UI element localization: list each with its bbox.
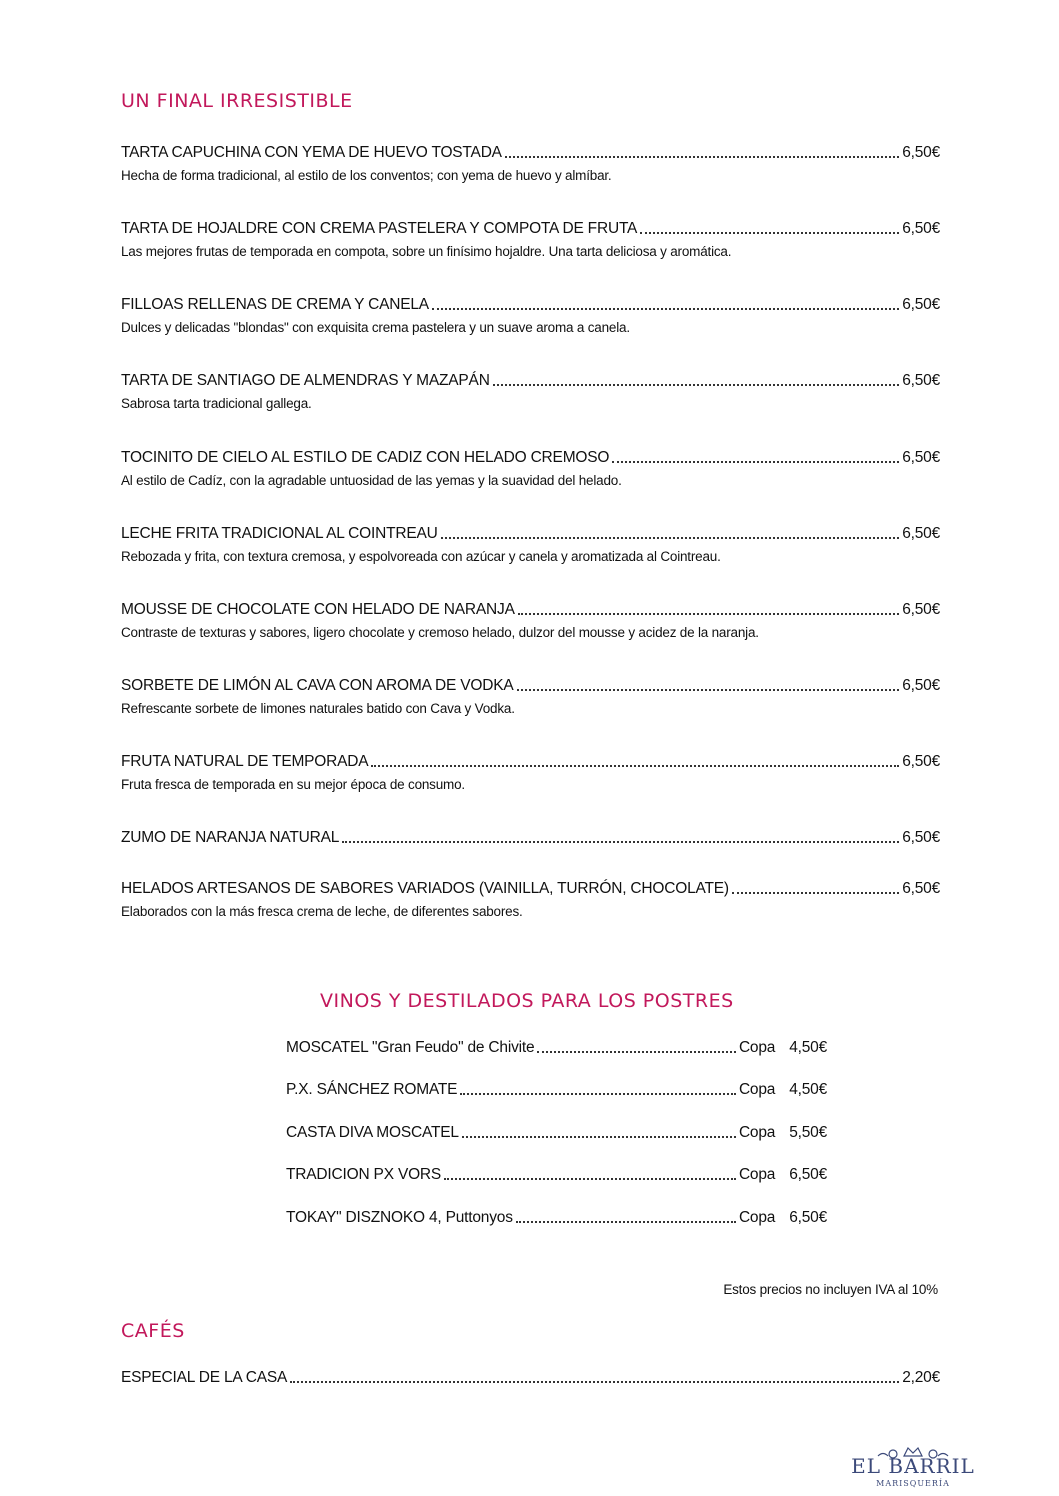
dessert-description: Contraste de texturas y sabores, ligero chocolate y cremoso helado, dulzor del mousse y acidez de la naranja. bbox=[121, 625, 759, 640]
leader-dots bbox=[517, 685, 900, 691]
leader-dots bbox=[493, 380, 900, 386]
wine-item bbox=[286, 1124, 827, 1142]
dessert-item bbox=[121, 753, 940, 793]
dessert-price: 6,50€ bbox=[902, 677, 940, 694]
leader-dots bbox=[732, 888, 899, 894]
leader-dots bbox=[441, 533, 900, 539]
dessert-item bbox=[121, 220, 940, 260]
leader-dots bbox=[371, 761, 899, 767]
dessert-description: Al estilo de Cadíz, con la agradable untuosidad de las yemas y la suavidad del helado. bbox=[121, 473, 622, 488]
wine-item bbox=[286, 1039, 827, 1057]
dessert-name: ZUMO DE NARANJA NATURAL bbox=[121, 829, 340, 846]
dessert-price: 6,50€ bbox=[902, 449, 940, 466]
leader-dots bbox=[537, 1047, 736, 1053]
dessert-description: Hecha de forma tradicional, al estilo de los conventos; con yema de huevo y almíbar. bbox=[121, 168, 612, 183]
dessert-item bbox=[121, 601, 940, 641]
dessert-price: 6,50€ bbox=[902, 372, 940, 389]
dessert-item bbox=[121, 829, 940, 847]
dessert-price: 6,50€ bbox=[902, 601, 940, 618]
wine-item bbox=[286, 1081, 827, 1099]
leader-dots bbox=[462, 1132, 736, 1138]
coffees-title: CAFÉS bbox=[121, 1320, 185, 1342]
wine-name: MOSCATEL "Gran Feudo" de Chivite bbox=[286, 1039, 535, 1056]
leader-dots bbox=[444, 1174, 736, 1180]
dessert-item bbox=[121, 144, 940, 184]
wine-unit: Copa bbox=[738, 1209, 776, 1226]
dessert-description: Dulces y delicadas "blondas" con exquisita crema pastelera y un suave aroma a canela. bbox=[121, 320, 630, 335]
coffee-name: ESPECIAL DE LA CASA bbox=[121, 1369, 288, 1386]
dessert-item bbox=[121, 449, 940, 489]
dessert-name: FILLOAS RELLENAS DE CREMA Y CANELA bbox=[121, 296, 429, 313]
restaurant-logo bbox=[838, 1444, 988, 1496]
wine-unit: Copa bbox=[738, 1081, 776, 1098]
logo-name: EL BARRIL bbox=[851, 1454, 975, 1478]
coffee-price: 2,20€ bbox=[902, 1369, 940, 1386]
dessert-price: 6,50€ bbox=[902, 880, 940, 897]
wine-price: 6,50€ bbox=[789, 1166, 827, 1183]
dessert-name: TARTA DE SANTIAGO DE ALMENDRAS Y MAZAPÁN bbox=[121, 372, 490, 389]
leader-dots bbox=[460, 1089, 736, 1095]
dessert-description: Fruta fresca de temporada en su mejor época de consumo. bbox=[121, 777, 465, 792]
wine-name: TOKAY" DISZNOKO 4, Puttonyos bbox=[286, 1209, 513, 1226]
dessert-price: 6,50€ bbox=[902, 829, 940, 846]
dessert-item bbox=[121, 880, 940, 920]
leader-dots bbox=[505, 152, 899, 158]
dessert-description: Elaborados con la más fresca crema de leche, de diferentes sabores. bbox=[121, 904, 523, 919]
dessert-price: 6,50€ bbox=[902, 753, 940, 770]
wine-unit: Copa bbox=[738, 1124, 776, 1141]
wines-title: VINOS Y DESTILADOS PARA LOS POSTRES bbox=[320, 990, 734, 1012]
dessert-name: TARTA CAPUCHINA CON YEMA DE HUEVO TOSTADA bbox=[121, 144, 502, 161]
wine-unit: Copa bbox=[738, 1039, 776, 1056]
dessert-name: TOCINITO DE CIELO AL ESTILO DE CADIZ CON HELADO CREMOSO bbox=[121, 449, 610, 466]
wine-price: 4,50€ bbox=[789, 1081, 827, 1098]
dessert-description: Sabrosa tarta tradicional gallega. bbox=[121, 396, 312, 411]
coffee-item bbox=[121, 1369, 940, 1387]
leader-dots bbox=[518, 609, 899, 615]
vat-note: Estos precios no incluyen IVA al 10% bbox=[723, 1282, 938, 1297]
dessert-name: FRUTA NATURAL DE TEMPORADA bbox=[121, 753, 369, 770]
leader-dots bbox=[290, 1377, 899, 1383]
wine-item bbox=[286, 1166, 827, 1184]
wine-name: TRADICION PX VORS bbox=[286, 1166, 442, 1183]
dessert-item bbox=[121, 372, 940, 412]
desserts-title: UN FINAL IRRESISTIBLE bbox=[121, 90, 353, 112]
wine-item bbox=[286, 1209, 827, 1227]
dessert-name: HELADOS ARTESANOS DE SABORES VARIADOS (VAINILLA, TURRÓN, CHOCOLATE) bbox=[121, 880, 729, 897]
dessert-description: Refrescante sorbete de limones naturales batido con Cava y Vodka. bbox=[121, 701, 515, 716]
leader-dots bbox=[640, 228, 899, 234]
dessert-item bbox=[121, 677, 940, 717]
wine-price: 5,50€ bbox=[789, 1124, 827, 1141]
dessert-description: Las mejores frutas de temporada en compota, sobre un finísimo hojaldre. Una tarta deliciosa y aromática. bbox=[121, 244, 732, 259]
dessert-price: 6,50€ bbox=[902, 220, 940, 237]
dessert-name: SORBETE DE LIMÓN AL CAVA CON AROMA DE VODKA bbox=[121, 677, 514, 694]
dessert-name: TARTA DE HOJALDRE CON CREMA PASTELERA Y COMPOTA DE FRUTA bbox=[121, 220, 638, 237]
dessert-description: Rebozada y frita, con textura cremosa, y espolvoreada con azúcar y canela y aromatizada al Cointreau. bbox=[121, 549, 721, 564]
dessert-name: LECHE FRITA TRADICIONAL AL COINTREAU bbox=[121, 525, 438, 542]
wine-name: P.X. SÁNCHEZ ROMATE bbox=[286, 1081, 458, 1098]
dessert-price: 6,50€ bbox=[902, 525, 940, 542]
dessert-item bbox=[121, 525, 940, 565]
wine-price: 4,50€ bbox=[789, 1039, 827, 1056]
leader-dots bbox=[612, 457, 899, 463]
dessert-price: 6,50€ bbox=[902, 144, 940, 161]
leader-dots bbox=[432, 304, 899, 310]
leader-dots bbox=[342, 837, 899, 843]
wine-name: CASTA DIVA MOSCATEL bbox=[286, 1124, 459, 1141]
leader-dots bbox=[516, 1217, 736, 1223]
dessert-item bbox=[121, 296, 940, 336]
dessert-price: 6,50€ bbox=[902, 296, 940, 313]
wine-unit: Copa bbox=[738, 1166, 776, 1183]
wine-price: 6,50€ bbox=[789, 1209, 827, 1226]
dessert-name: MOUSSE DE CHOCOLATE CON HELADO DE NARANJA bbox=[121, 601, 515, 618]
logo-subtitle: MARISQUERÍA bbox=[876, 1479, 950, 1488]
